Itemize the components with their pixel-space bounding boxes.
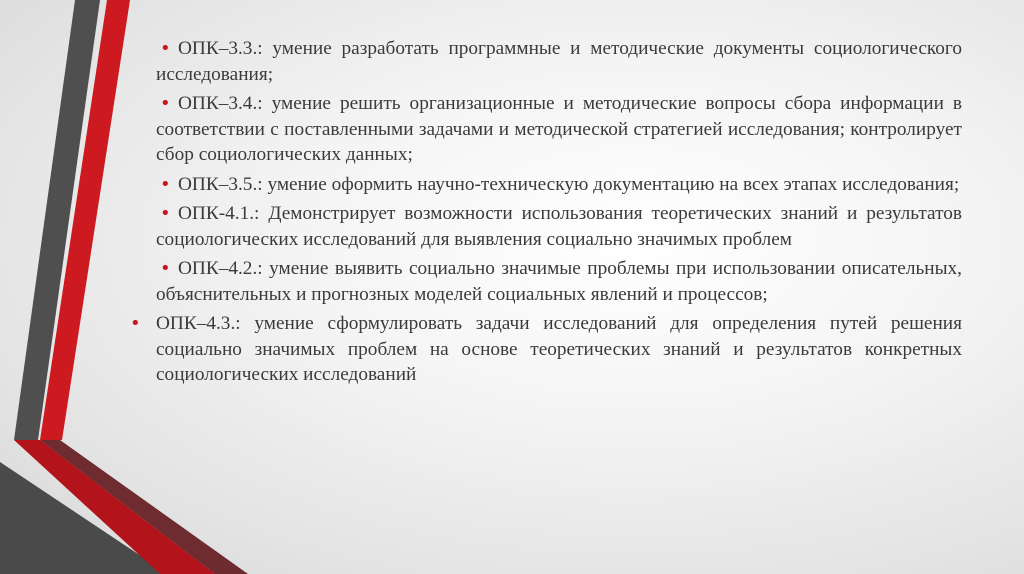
list-item xyxy=(156,36,962,87)
competency-code: ОПК–3.4.: xyxy=(178,93,263,114)
list-item-text xyxy=(156,201,962,252)
competency-description: умение решить организационные и методические вопросы сбора информации в соответствии с поставленными задачами и методической стратегией исследования; контролирует сбор социологических данных; xyxy=(156,93,962,165)
bullet-icon: • xyxy=(160,173,171,195)
list-item-text xyxy=(156,91,962,168)
bullet-icon: • xyxy=(160,38,171,59)
competency-list xyxy=(130,36,963,392)
bullet-icon: • xyxy=(130,313,141,334)
competency-description: умение оформить научно-техническую документацию на всех этапах исследования; xyxy=(267,173,960,195)
bullet-icon: • xyxy=(160,93,171,114)
list-item xyxy=(156,256,962,307)
competency-description: Демонстрирует возможности использования теоретических знаний и результатов социологических исследований для выявления социально значимых проблем xyxy=(156,203,963,250)
list-item-text xyxy=(156,311,962,388)
competency-description: умение разработать программные и методические документы социологического исследования; xyxy=(156,38,962,85)
competency-description: умение выявить социально значимые проблемы при использовании описательных, объяснительных и прогнозных моделей социальных явлений и процессов; xyxy=(156,258,962,305)
competency-description: умение сформулировать задачи исследований для определения путей решения социально значимых проблем на основе теоретических знаний и результатов конкретных социологических исследований xyxy=(156,313,962,385)
competency-code: ОПК–3.5.: xyxy=(178,173,263,195)
competency-code: ОПК-4.1.: xyxy=(178,203,260,224)
bullet-icon: • xyxy=(160,203,171,224)
bullet-icon: • xyxy=(160,258,171,279)
list-item-text xyxy=(156,172,962,198)
list-item-text xyxy=(156,256,962,307)
competency-code: ОПК–3.3.: xyxy=(178,38,263,59)
competency-code: ОПК–4.3.: xyxy=(156,313,241,334)
competency-code: ОПК–4.2.: xyxy=(178,258,263,279)
list-item-text xyxy=(156,36,962,87)
list-item xyxy=(130,311,962,388)
list-item xyxy=(156,201,962,252)
list-item xyxy=(156,91,962,168)
list-item xyxy=(156,172,962,198)
